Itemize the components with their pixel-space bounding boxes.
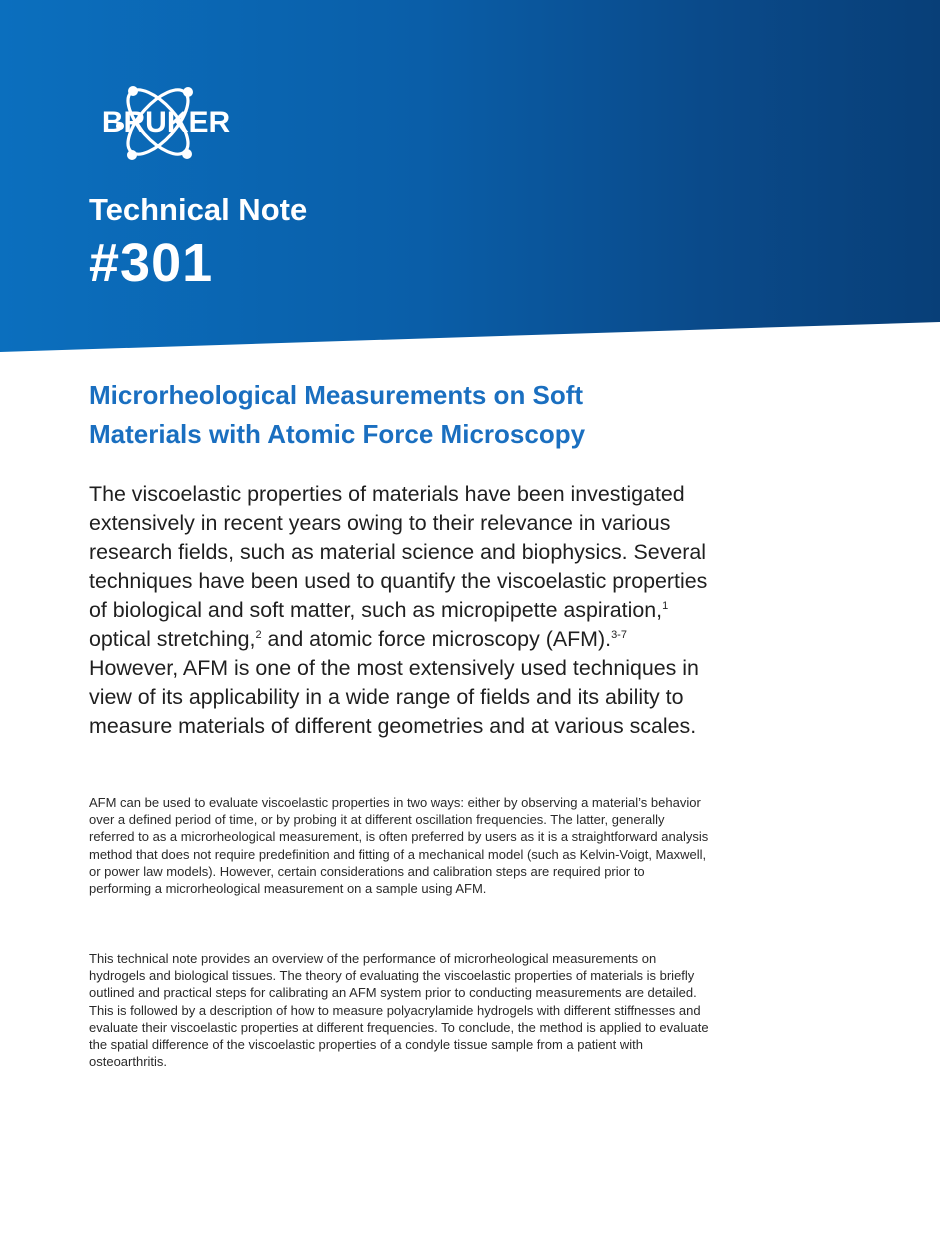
note-number: #301 xyxy=(89,233,214,293)
intro-text-2: optical stretching, xyxy=(89,627,256,651)
body-paragraph-2: This technical note provides an overview of the performance of microrheological measurements on hydrogels and biological tissues. The theory of evaluating the viscoelastic properties of materials is briefly outlined and practical steps for calibrating an AFM system prior to conducting measurements are detailed. This is followed by a description of how to measure polyacrylamide hydrogels with different stiffnesses and evaluate their viscoelastic properties at different frequencies. To conclude, the method is applied to evaluate the spatial difference of the viscoelastic properties of a condyle tissue sample from a patient with osteoarthritis. xyxy=(89,951,709,1070)
header-band xyxy=(0,0,940,352)
title-line-2: Materials with Atomic Force Microscopy xyxy=(89,419,586,449)
intro-text-1: The viscoelastic properties of materials have been investigated extensively in recent years owing to their relevance in various research fields, such as material science and biophysics. Several techniques have been used to quantify the viscoelastic properties of biological and soft matter, such as micropipette aspiration, xyxy=(89,482,708,622)
reference-3-7: 3-7 xyxy=(611,628,627,641)
reference-1: 1 xyxy=(662,599,669,612)
intro-paragraph xyxy=(89,480,709,741)
brand-wordmark: BRUKER xyxy=(101,106,231,139)
reference-2: 2 xyxy=(255,628,262,641)
intro-text-4: However, AFM is one of the most extensively used techniques in view of its applicability in a wide range of fields and its ability to measure materials of different geometries and at various scales. xyxy=(89,656,699,738)
body-paragraph-1: AFM can be used to evaluate viscoelastic properties in two ways: either by observing a material’s behavior over a defined period of time, or by probing it at different oscillation frequencies. The latter, generally referred to as a microrheological measurement, is often preferred by users as it is a straightforward analysis method that does not require predefinition and fitting of a mechanical model (such as Kelvin-Voigt, Maxwell, or power law models). However, certain considerations and calibration steps are required prior to performing a microrheological measurement on a sample using AFM. xyxy=(89,795,709,897)
bruker-logo xyxy=(86,78,246,166)
document-title xyxy=(89,376,729,454)
note-label: Technical Note xyxy=(89,192,308,227)
intro-text-3: and atomic force microscopy (AFM). xyxy=(261,627,612,651)
title-line-1: Microrheological Measurements on Soft xyxy=(89,380,584,410)
